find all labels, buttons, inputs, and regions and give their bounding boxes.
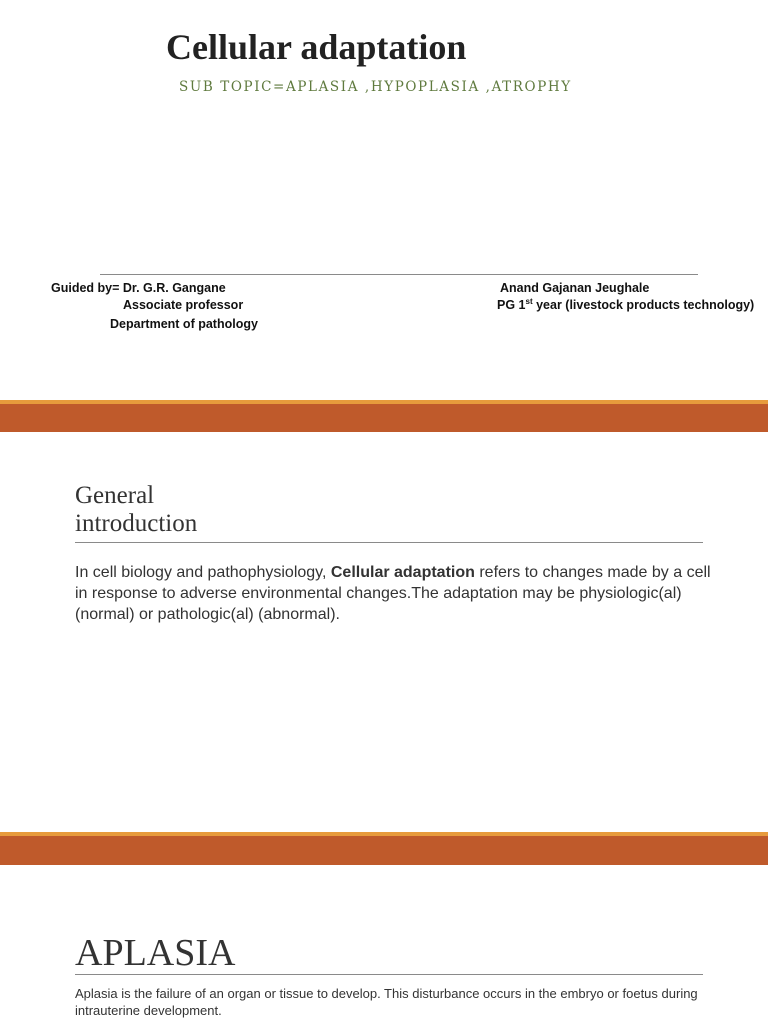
slide-title-heading: Cellular adaptation bbox=[166, 27, 467, 67]
section-heading: APLASIA bbox=[75, 932, 236, 974]
slide-subtitle: SUB TOPIC=APLASIA ,HYPOPLASIA ,ATROPHY bbox=[179, 79, 572, 95]
slide-general-introduction bbox=[0, 432, 768, 832]
slide-aplasia bbox=[0, 865, 768, 1024]
aplasia-paragraph: Aplasia is the failure of an organ or tissue to develop. This disturbance occurs in the embryo or foetus during intrauterine development. bbox=[75, 986, 698, 1018]
guide-department: Department of pathology bbox=[110, 317, 258, 331]
section-heading: General introduction bbox=[75, 482, 198, 537]
guide-name: Guided by= Dr. G.R. Gangane bbox=[51, 281, 226, 295]
heading-rule bbox=[75, 974, 703, 975]
heading-rule bbox=[75, 542, 703, 543]
slide-title bbox=[0, 0, 768, 400]
slide-separator bbox=[0, 400, 768, 432]
student-name: Anand Gajanan Jeughale bbox=[500, 281, 650, 295]
guide-position: Associate professor bbox=[123, 298, 244, 312]
title-divider-line bbox=[100, 274, 698, 275]
slide-separator bbox=[0, 832, 768, 865]
intro-paragraph: In cell biology and pathophysiology, Cellular adaptation refers to changes made by a cell in response to adverse environmental changes.The adaptation may be physiologic(al) (normal) or pathologic(al) (abnormal). bbox=[75, 564, 711, 623]
student-program: PG 1st year (livestock products technology) bbox=[497, 296, 755, 312]
